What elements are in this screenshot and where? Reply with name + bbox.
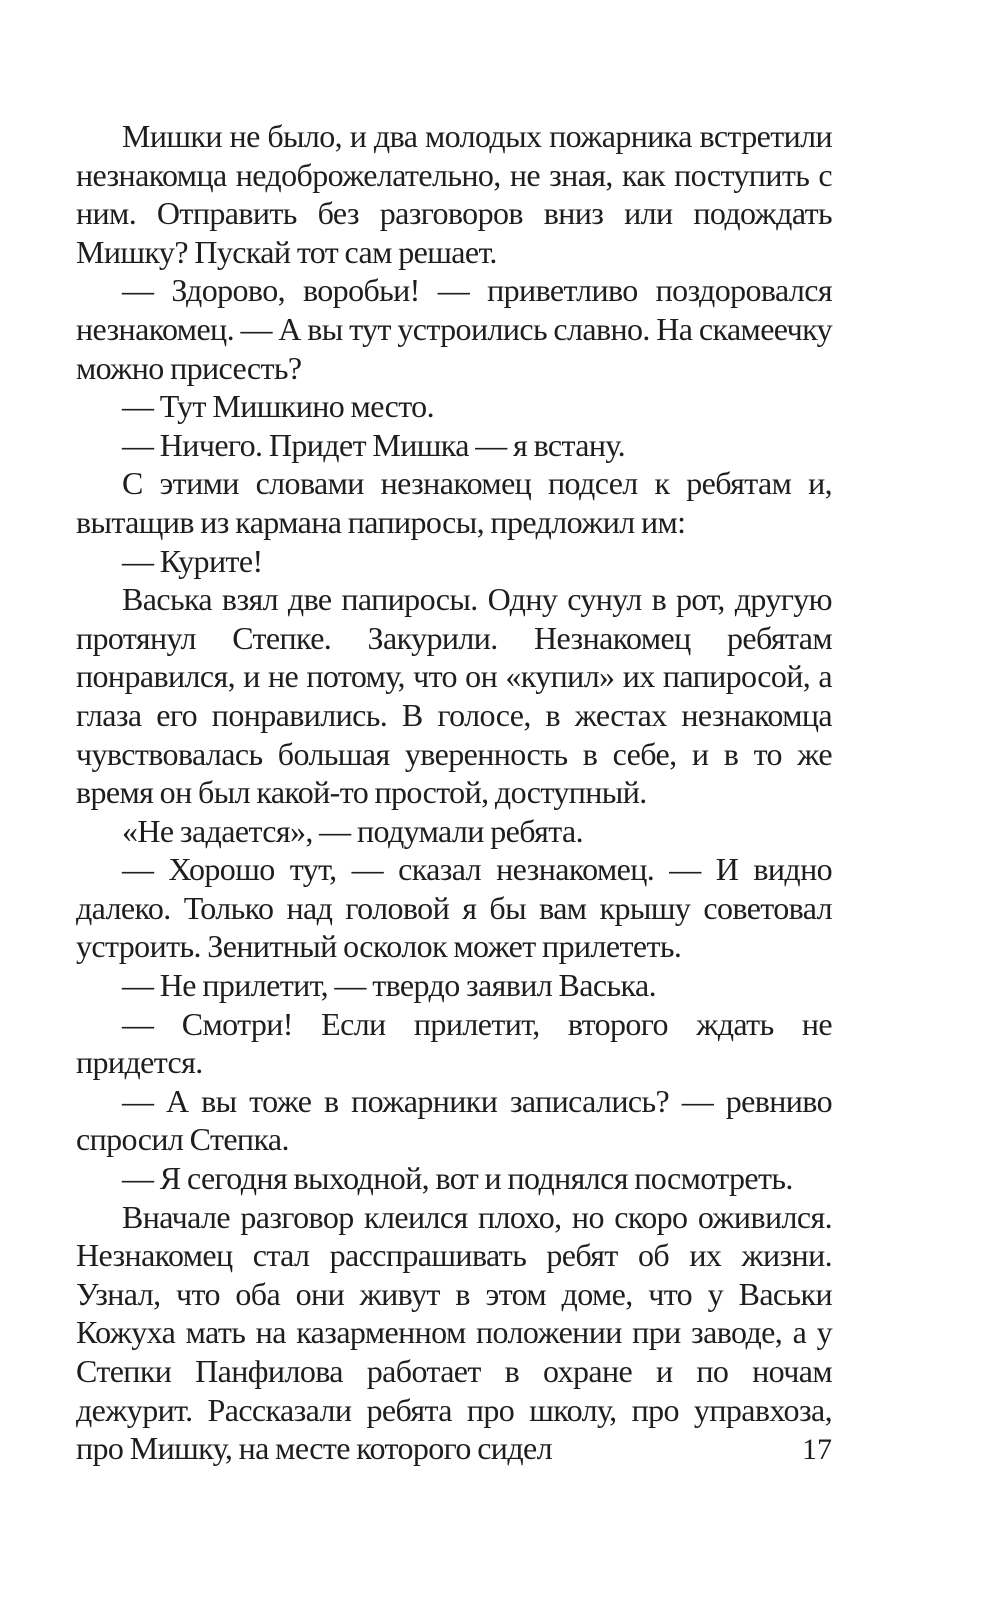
paragraph: — Ничего. Придет Мишка — я встану. bbox=[122, 426, 625, 463]
paragraph: — Смотри! Если прилетит, второго ждать не придется. bbox=[76, 1005, 832, 1081]
page-number: 17 bbox=[802, 1433, 832, 1466]
paragraph: Васька взял две папиросы. Одну сунул в рот, другую протянул Степке. Закурили. Незнакомец ребятам понравился, и не потому, что он «купил» их папиросой, а глаза его понравились. В голосе, в жестах незнакомца чувствовалась большая уверенность в себе, и в то же время он был какой-то простой, доступный. bbox=[76, 581, 832, 811]
page-body-text bbox=[76, 117, 832, 1468]
paragraph: — А вы тоже в пожарники записались? — ревниво спросил Степка. bbox=[76, 1082, 832, 1158]
paragraph: — Здорово, воробьи! — приветливо поздоровался незнакомец. — А вы тут устроились славно. На скамеечку можно присесть? bbox=[76, 272, 832, 386]
paragraph: — Курите! bbox=[122, 542, 263, 579]
paragraph: «Не задается», — подумали ребята. bbox=[122, 812, 583, 849]
paragraph: Мишки не было, и два молодых пожарника встретили незнакомца недоброжелательно, не зная, как поступить с ним. Отправить без разговоров вниз или подождать Мишку? Пускай тот сам решает. bbox=[76, 118, 832, 270]
paragraph: — Тут Мишкино место. bbox=[122, 388, 434, 425]
paragraph: — Хорошо тут, — сказал незнакомец. — И видно далеко. Только над головой я бы вам крышу советовал устроить. Зенитный осколок может прилететь. bbox=[76, 851, 832, 965]
paragraph: Вначале разговор клеился плохо, но скоро оживился. Незнакомец стал расспрашивать ребят об их жизни. Узнал, что оба они живут в этом доме, что у Васьки Кожуха мать на казарменном положении при заводе, а у Степки Панфилова работает в охране и по ночам дежурит. Рассказали ребята про школу, про управхоза, про Мишку, на месте которого сидел bbox=[76, 1198, 832, 1467]
paragraph: С этими словами незнакомец подсел к ребятам и, вытащив из кармана папиросы, предложил им: bbox=[76, 465, 832, 540]
paragraph: — Я сегодня выходной, вот и поднялся посмотреть. bbox=[122, 1160, 793, 1197]
paragraph: — Не прилетит, — твердо заявил Васька. bbox=[122, 967, 656, 1004]
